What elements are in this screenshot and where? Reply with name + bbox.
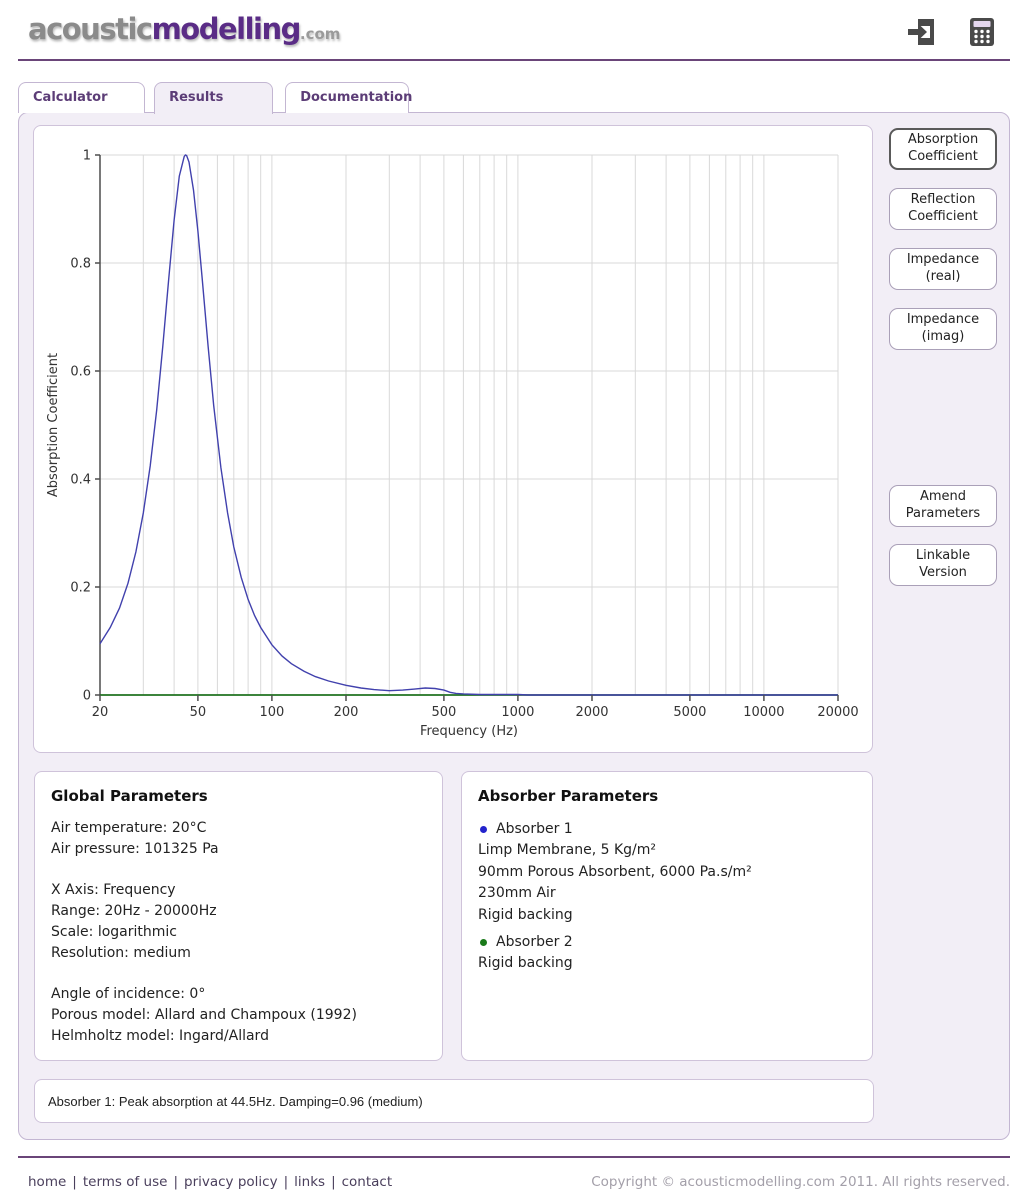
svg-text:0.8: 0.8 <box>70 256 91 272</box>
svg-text:20000: 20000 <box>817 705 859 720</box>
svg-text:20: 20 <box>91 705 109 720</box>
absorption-chart-panel <box>33 125 873 753</box>
calculator-icon[interactable] <box>969 17 995 51</box>
svg-text:500: 500 <box>431 705 457 720</box>
scale-setting: Scale: logarithmic <box>51 924 177 940</box>
svg-text:0.2: 0.2 <box>70 580 91 596</box>
absorber-1-layer: 230mm Air <box>478 885 556 901</box>
login-icon[interactable] <box>905 16 937 52</box>
svg-text:0: 0 <box>82 688 91 704</box>
impedance-imag-button[interactable]: Impedance (imag) <box>889 308 997 350</box>
absorber-2-header <box>478 931 856 953</box>
global-parameters-title: Global Parameters <box>51 787 208 805</box>
svg-text:100: 100 <box>259 705 285 720</box>
absorber-1-header <box>478 818 856 840</box>
status-text: Absorber 1: Peak absorption at 44.5Hz. Damping=0.96 (medium) <box>48 1093 423 1109</box>
range-setting: Range: 20Hz - 20000Hz <box>51 903 217 919</box>
site-logo <box>28 12 340 46</box>
absorber-2-bullet-icon <box>480 939 487 946</box>
helmholtz-model: Helmholtz model: Ingard/Allard <box>51 1028 269 1044</box>
footer-divider <box>18 1156 1010 1158</box>
svg-text:Absorption Coefficient: Absorption Coefficient <box>46 352 61 498</box>
resolution-setting: Resolution: medium <box>51 945 191 961</box>
tab-calculator[interactable]: Calculator <box>18 82 145 113</box>
linkable-version-button[interactable]: Linkable Version <box>889 544 997 586</box>
footer-links: home | terms of use | privacy policy | links | contact <box>28 1174 393 1190</box>
porous-model: Porous model: Allard and Champoux (1992) <box>51 1007 357 1023</box>
footer-link-links[interactable]: links <box>294 1174 326 1190</box>
footer-link-privacy[interactable]: privacy policy <box>184 1174 278 1190</box>
absorber-1-layer: Rigid backing <box>478 906 573 923</box>
svg-text:Frequency (Hz): Frequency (Hz) <box>419 724 519 739</box>
absorber-1-layer: Limp Membrane, 5 Kg/m² <box>478 842 656 858</box>
svg-text:200: 200 <box>333 705 359 720</box>
air-temperature: Air temperature: 20°C <box>51 820 207 836</box>
absorber-2-name: Absorber 2 <box>496 934 573 950</box>
amend-parameters-button[interactable]: Amend Parameters <box>889 485 997 527</box>
absorber-parameters-title: Absorber Parameters <box>478 787 659 805</box>
copyright-text: Copyright © acousticmodelling.com 2011. All rights reserved. <box>591 1174 1010 1190</box>
header-divider <box>18 59 1010 61</box>
svg-text:1000: 1000 <box>501 705 535 720</box>
global-parameters-panel <box>34 771 443 1061</box>
svg-text:0.6: 0.6 <box>70 364 91 380</box>
svg-text:50: 50 <box>189 705 207 720</box>
tab-bar <box>18 82 413 113</box>
absorber-2-layer: Rigid backing <box>478 955 573 971</box>
absorption-chart <box>34 126 872 752</box>
absorption-coefficient-button[interactable]: Absorption Coefficient <box>889 128 997 170</box>
svg-text:10000: 10000 <box>743 705 785 720</box>
results-panel <box>18 112 1010 1140</box>
absorber-parameters-panel <box>461 771 873 1061</box>
svg-text:0.4: 0.4 <box>70 472 91 488</box>
tab-documentation[interactable]: Documentation <box>285 82 409 113</box>
x-axis-setting: X Axis: Frequency <box>51 882 176 898</box>
svg-text:1: 1 <box>82 148 91 164</box>
footer-link-contact[interactable]: contact <box>341 1174 393 1190</box>
logo-part-com: .com <box>299 25 341 43</box>
logo-part-acoustic: acoustic <box>28 12 152 46</box>
svg-text:5000: 5000 <box>673 705 707 720</box>
logo-part-modelling: modelling <box>151 12 300 46</box>
impedance-real-button[interactable]: Impedance (real) <box>889 248 997 290</box>
footer-link-home[interactable]: home <box>28 1174 67 1190</box>
footer-link-terms[interactable]: terms of use <box>82 1174 168 1190</box>
absorber-1-layer: 90mm Porous Absorbent, 6000 Pa.s/m² <box>478 863 752 880</box>
svg-text:2000: 2000 <box>575 705 609 720</box>
angle-of-incidence: Angle of incidence: 0° <box>51 986 206 1002</box>
absorber-1-bullet-icon <box>480 826 487 833</box>
tab-results[interactable]: Results <box>154 82 273 114</box>
air-pressure: Air pressure: 101325 Pa <box>51 841 219 857</box>
reflection-coefficient-button[interactable]: Reflection Coefficient <box>889 188 997 230</box>
absorber-1-name: Absorber 1 <box>496 821 573 837</box>
status-bar <box>34 1079 874 1123</box>
